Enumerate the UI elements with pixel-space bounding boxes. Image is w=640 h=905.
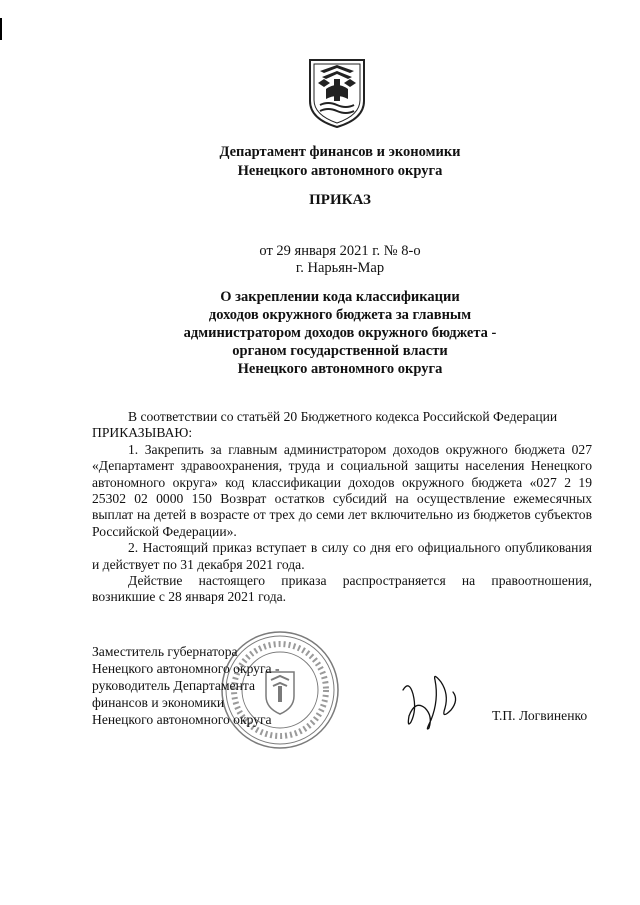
scan-edge-mark: [0, 18, 2, 40]
document-date-number: от 29 января 2021 г. № 8-о: [259, 243, 421, 259]
subject-line: администратором доходов окружного бюджета -: [183, 325, 497, 341]
document-subject: [80, 288, 600, 378]
signatory-line: финансов и экономики: [92, 695, 225, 710]
signatory-name: Т.П. Логвиненко: [492, 708, 588, 723]
body-paragraph: 2. Настоящий приказ вступает в силу со дня его официального опубликования и действует по 31 декабря 2021 года.: [92, 540, 592, 572]
order-directive: ПРИКАЗЫВАЮ:: [92, 425, 193, 441]
body-paragraph: 1. Закрепить за главным администратором доходов окружного бюджета 027 «Департамент здравоохранения, труда и социальной защиты населения Ненецкого автономного округа» код классификации доходов окружного бюджета «027 2 19 25302 02 0000 150 Возврат остатков субсидий на осуществление ежемесячных выплат на детей в возрасте от трех до семи лет включительно из бюджетов субъектов Российской Федерации».: [92, 441, 592, 539]
document-date-block: [80, 243, 600, 277]
document-city: г. Нарьян-Мар: [295, 260, 385, 276]
department-line: Департамент финансов и экономики: [219, 144, 461, 160]
signatory-line: Ненецкого автономного округа -: [92, 661, 280, 676]
department-line: Ненецкого автономного округа: [237, 163, 443, 179]
signatory-line: Ненецкого автономного округа: [92, 712, 272, 727]
subject-line: Ненецкого автономного округа: [237, 361, 443, 377]
body-paragraph: Действие настоящего приказа распространяется на правоотношения, возникшие с 28 января 2021 года.: [92, 573, 592, 605]
subject-line: О закреплении кода классификации: [220, 289, 460, 305]
signatory-line: руководитель Департамента: [92, 678, 255, 693]
department-name: [80, 143, 600, 181]
signatory-line: Заместитель губернатора: [92, 644, 238, 659]
handwritten-signature-icon: [395, 670, 465, 735]
subject-line: органом государственной власти: [232, 343, 448, 359]
document-body: [92, 409, 592, 606]
document-type: ПРИКАЗ: [309, 192, 371, 208]
subject-line: доходов окружного бюджета за главным: [208, 307, 472, 323]
signatory-position: [92, 643, 280, 728]
body-paragraph: В соответствии со статьёй 20 Бюджетного кодекса Российской Федерации: [128, 409, 558, 424]
coat-of-arms-icon: [306, 57, 368, 129]
